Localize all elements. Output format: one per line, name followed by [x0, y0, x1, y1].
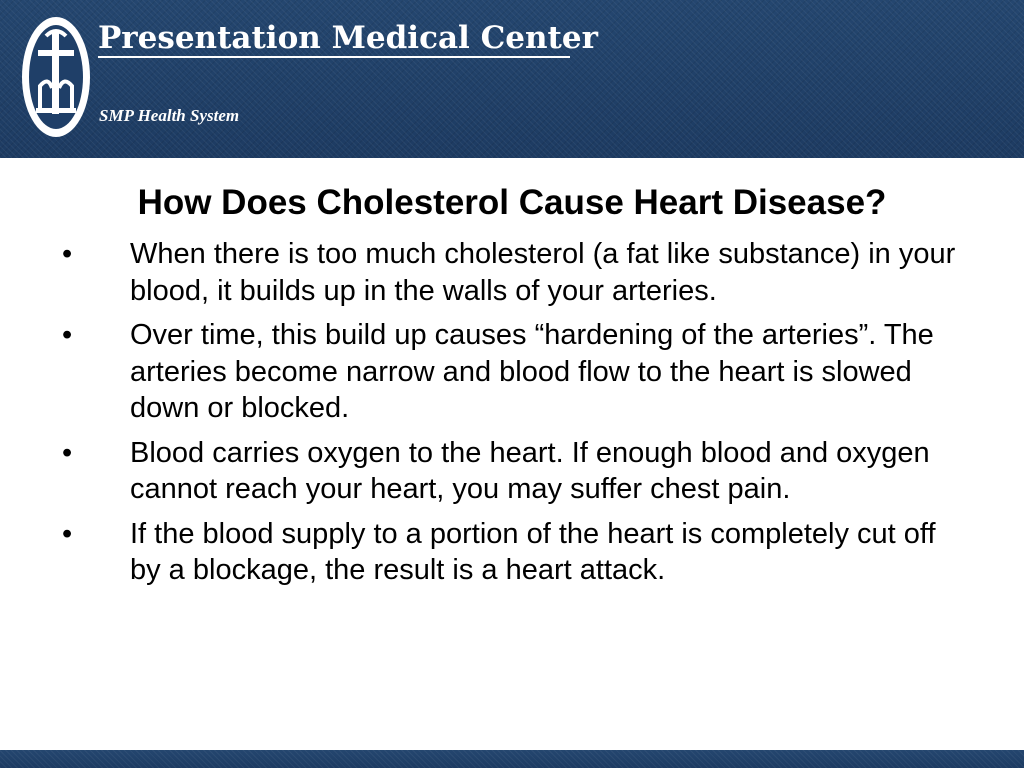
bullet-marker: •	[62, 319, 73, 351]
organization-underline	[98, 56, 570, 58]
slide-title: How Does Cholesterol Cause Heart Disease?	[137, 183, 887, 222]
bullet-item	[56, 516, 976, 589]
bullet-item	[56, 435, 976, 508]
bullet-text: Over time, this build up causes “hardening of the arteries”. The arteries become narrow and blood flow to the heart is slowed down or blocked.	[130, 319, 934, 424]
bullet-marker: •	[62, 436, 73, 469]
bullet-item	[56, 317, 976, 427]
footer-banner	[0, 750, 1024, 768]
header-banner	[0, 0, 1024, 158]
cross-figure-oval-logo-icon	[20, 14, 92, 140]
organization-name: Presentation Medical Center	[98, 20, 598, 56]
bullet-text: When there is too much cholesterol (a fat like substance) in your blood, it builds up in the walls of your arteries.	[130, 238, 956, 307]
bullet-text: If the blood supply to a portion of the heart is completely cut off by a blockage, the result is a heart attack.	[130, 517, 936, 586]
bullet-item	[56, 236, 976, 309]
health-system-subtitle: SMP Health System	[99, 106, 240, 125]
bullet-marker: •	[62, 517, 73, 550]
bullet-text: Blood carries oxygen to the heart. If enough blood and oxygen cannot reach your heart, you may suffer chest pain.	[130, 436, 930, 505]
bullet-marker: •	[62, 238, 73, 270]
bullet-list	[56, 236, 976, 597]
